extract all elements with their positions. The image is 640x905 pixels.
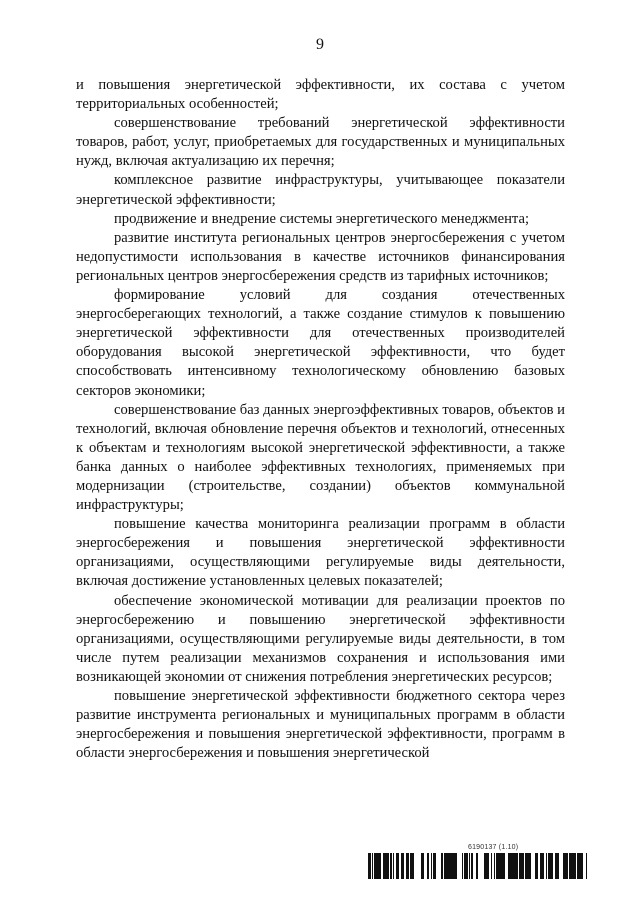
paragraph: совершенствование баз данных энергоэффективных товаров, объектов и технологий, включая обновление перечня объектов и технологий, отнесенных к объектам и технологиям высокой энергетической эффективности, а также банка данных о наиболее эффективных технологиях, применяемых при модернизации (строительстве, создании) объектов коммунальной инфраструктуры; xyxy=(76,401,565,514)
paragraph: формирование условий для создания отечественных энергосберегающих технологий, а также создание стимулов к повышению энергетической эффективности для отечественных производителей оборудования высокой энергетической эффективности, что будет способствовать интенсивному технологическому обновлению базовых секторов экономики; xyxy=(76,287,565,399)
paragraph: комплексное развитие инфраструктуры, учитывающее показатели энергетической эффективности; xyxy=(76,172,565,208)
document-code: 6190137 (1.10) xyxy=(468,844,519,851)
paragraph: совершенствование требований энергетической эффективности товаров, работ, услуг, приобретаемых для государственных и муниципальных нужд, включая актуализацию их перечня; xyxy=(76,115,565,170)
paragraph: развитие института региональных центров энергосбережения с учетом недопустимости использования в качестве источников финансирования региональных центров энергосбережения средств из тарифных источников; xyxy=(76,229,565,284)
document-body xyxy=(76,76,565,763)
page-number: 9 xyxy=(316,36,324,53)
paragraph: повышение качества мониторинга реализации программ в области энергосбережения и повышения энергетической эффективности организациями, осуществляющими регулируемые виды деятельности, включая достижение установленных целевых показателей; xyxy=(76,516,565,590)
barcode-icon xyxy=(368,853,590,879)
paragraph: повышение энергетической эффективности бюджетного сектора через развитие инструмента региональных и муниципальных программ в области энергосбережения и повышения энергетической эффективности, программ в области энергосбережения и повышения энергетической xyxy=(76,688,565,762)
paragraph: обеспечение экономической мотивации для реализации проектов по энергосбережению и повышению энергетической эффективности организациями, осуществляющими регулируемые виды деятельности, в том числе путем реализации механизмов сохранения и использования ими возникающей экономии от снижения потребления энергетических ресурсов; xyxy=(76,592,565,685)
paragraph: продвижение и внедрение системы энергетического менеджмента; xyxy=(114,210,530,227)
paragraph: и повышения энергетической эффективности, их состава с учетом территориальных особенностей; xyxy=(76,77,565,113)
